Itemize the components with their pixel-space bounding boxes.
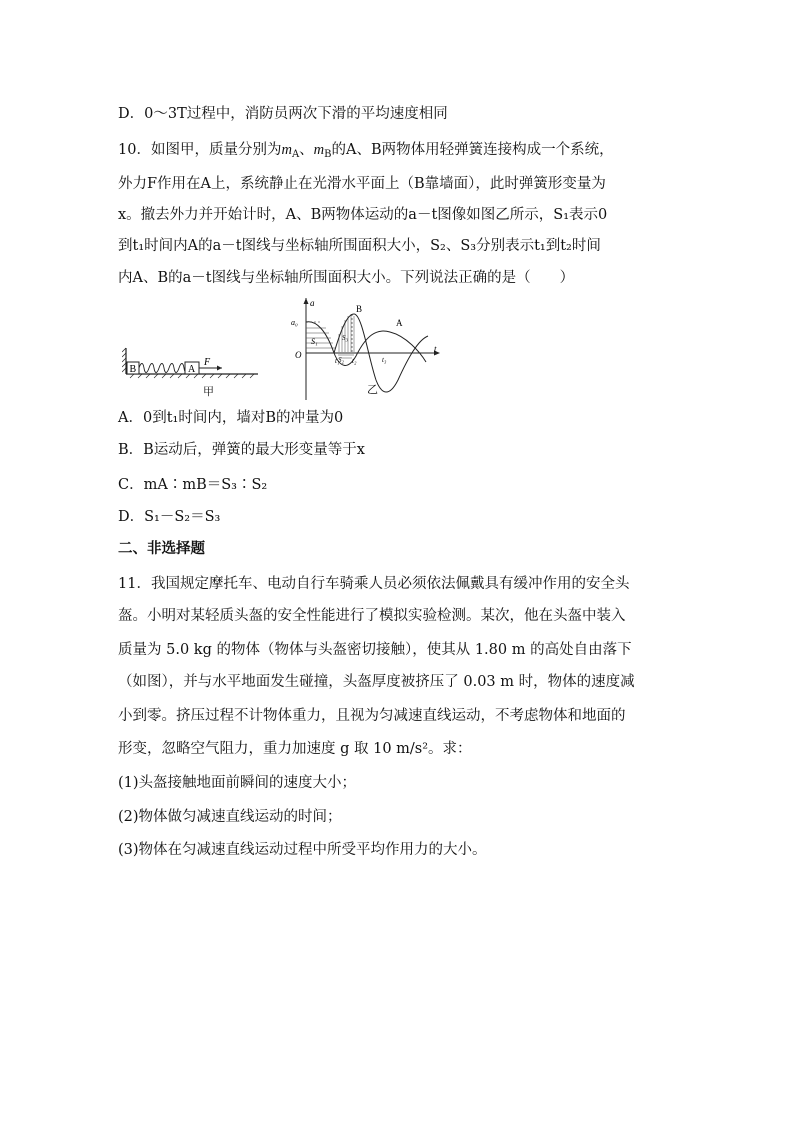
curve-b-label: B (356, 304, 363, 314)
figure-a-t-graph (286, 296, 442, 404)
s1-label: S₁ (311, 337, 318, 346)
q10-option-c: C．mA∶mB＝S₃∶S₂ (118, 477, 268, 493)
figure-a-caption: 甲 (203, 385, 214, 398)
t3-label: t₃ (382, 356, 387, 364)
q11-stem-line-3: 质量为 5.0 kg 的物体（物体与头盔密切接触），使其从 1.80 m 的高处自由落下 (118, 642, 632, 658)
block-a-label: A (188, 364, 196, 375)
q10-stem-line-2: 外力F作用在A上，系统静止在光滑水平面上（B靠墙面），此时弹簧形变量为 (118, 176, 606, 192)
q10-stem-line-4: 到t₁时间内A的a－t图线与坐标轴所围面积大小，S₂、S₃分别表示t₁到t₂时间 (118, 238, 601, 254)
axis-y-label: a (310, 298, 315, 308)
q10-option-b: B．B运动后，弹簧的最大形变量等于x (118, 442, 365, 458)
figure-spring-system (122, 340, 262, 400)
origin-label: O (295, 350, 302, 360)
q11-subquestion-3: (3)物体在匀减速直线运动过程中所受平均作用力的大小。 (118, 842, 487, 858)
axis-x-label: t (434, 344, 437, 354)
q10-stem-line-3: x。撤去外力并开始计时，A、B两物体运动的a－t图像如图乙所示，S₁表示0 (118, 207, 608, 223)
s2-label: S₂ (338, 356, 344, 364)
s3-label: S₃ (342, 334, 348, 342)
q11-stem-line-6: 形变，忽略空气阻力，重力加速度 g 取 10 m/s²。求： (118, 741, 472, 757)
section-title: 二、非选择题 (118, 541, 205, 557)
q10-option-d: D．S₁－S₂＝S₃ (118, 509, 221, 525)
q11-stem-line-4: （如图），并与水平地面发生碰撞，头盔厚度被挤压了 0.03 m 时，物体的速度减 (118, 674, 635, 690)
q9-option-d: D．0～3T过程中，消防员两次下滑的平均速度相同 (118, 106, 448, 122)
t2-label: t₂ (352, 357, 357, 365)
force-label: F (204, 357, 211, 368)
curve-a-label: A (396, 318, 403, 328)
figure-b-caption: 乙 (367, 383, 378, 396)
q11-subquestion-1: (1)头盔接触地面前瞬间的速度大小； (118, 775, 357, 791)
q11-subquestion-2: (2)物体做匀减速直线运动的时间； (118, 809, 342, 825)
a0-label: a₀ (291, 318, 298, 327)
q10-option-a: A．0到t₁时间内，墙对B的冲量为0 (118, 410, 344, 426)
q10-stem-line-5: 内A、B的a－t图线与坐标轴所围面积大小。下列说法正确的是（ ） (118, 270, 575, 286)
t1-label: t₁ (335, 357, 340, 365)
q11-stem-line-2: 盔。小明对某轻质头盔的安全性能进行了模拟实验检测。某次，他在头盔中装入 (118, 608, 626, 624)
q10-stem-line-1: 10．如图甲，质量分别为$m_A$、$m_B$的A、B两物体用轻弹簧连接构成一个系统， (118, 142, 614, 160)
q11-stem-line-5: 小到零。挤压过程不计物体重力，且视为匀减速直线运动，不考虑物体和地面的 (118, 708, 626, 724)
block-b-label: B (129, 364, 137, 375)
q11-stem-line-1: 11．我国规定摩托车、电动自行车骑乘人员必须依法佩戴具有缓冲作用的安全头 (118, 576, 630, 592)
